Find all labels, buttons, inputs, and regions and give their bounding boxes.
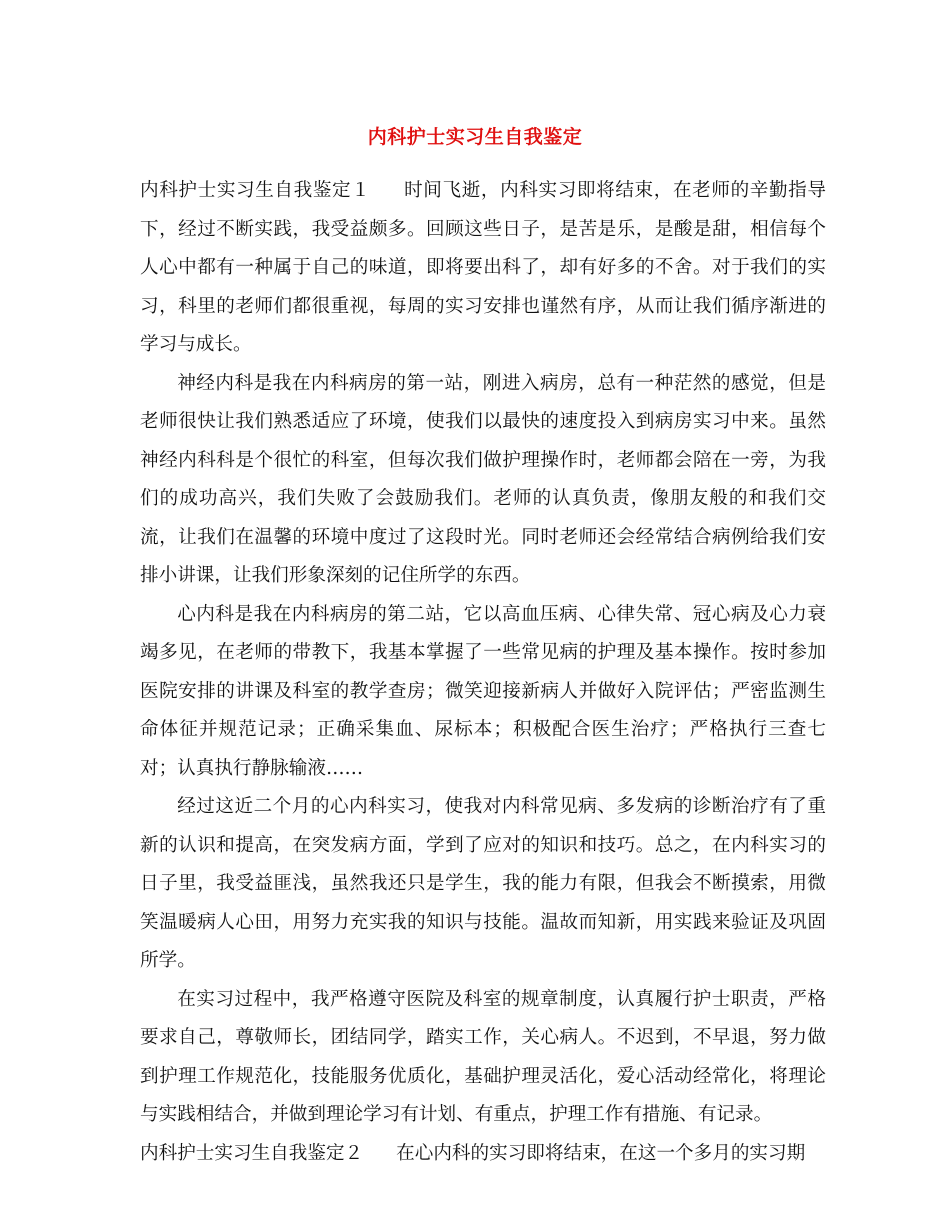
section-2-opening (140, 1135, 826, 1174)
section-1-opening (140, 172, 826, 365)
document-title: 内科护士实习生自我鉴定 (367, 126, 583, 148)
paragraph-conduct: 在实习过程中，我严格遵守医院及科室的规章制度，认真履行护士职责，严格要求自己，尊敬师长，团结同学，踏实工作，关心病人。不迟到，不早退，努力做到护理工作规范化，技能服务优质化，基础护理灵活化，爱心活动经常化，将理论与实践相结合，并做到理论学习有计划、有重点，护理工作有措施、有记录。 (140, 988, 826, 1125)
paragraph-neurology: 神经内科是我在内科病房的第一站，刚进入病房，总有一种茫然的感觉，但是老师很快让我们熟悉适应了环境，使我们以最快的速度投入到病房实习中来。虽然神经内科科是个很忙的科室，但每次我们做护理操作时，老师都会陪在一旁，为我们的成功高兴，我们失败了会鼓励我们。老师的认真负责，像朋友般的和我们交流，让我们在温馨的环境中度过了这段时光。同时老师还会经常结合病例给我们安排小讲课，让我们形象深刻的记住所学的东西。 (140, 372, 826, 586)
section-2-lead: 在心内科的实习即将结束，在这一个多月的实习期 (396, 1142, 806, 1164)
paragraph-reflection: 经过这近二个月的心内科实习，使我对内科常见病、多发病的诊断治疗有了重新的认识和提高，在突发病方面，学到了应对的知识和技巧。总之，在内科实习的日子里，我受益匪浅，虽然我还只是学生，我的能力有限，但我会不断摸索，用微笑温暖病人心田，用努力充实我的知识与技能。温故而知新，用实践来验证及巩固所学。 (140, 796, 826, 971)
section-2-heading: 内科护士实习生自我鉴定２ (140, 1142, 364, 1164)
paragraph-cardiology: 心内科是我在内科病房的第二站，它以高血压病、心律失常、冠心病及心力衰竭多见，在老师的带教下，我基本掌握了一些常见病的护理及基本操作。按时参加医院安排的讲课及科室的教学查房；微笑迎接新病人并做好入院评估；严密监测生命体征并规范记录；正确采集血、尿标本；积极配合医生治疗；严格执行三查七对；认真执行静脉输液…… (140, 603, 826, 779)
section-1-heading: 内科护士实习生自我鉴定１ (140, 180, 371, 201)
section-1-lead: 时间飞逝，内科实习即将结束，在老师的辛勤指导下，经过不断实践，我受益颇多。回顾这些日子，是苦是乐，是酸是甜，相信每个人心中都有一种属于自己的味道，即将要出科了，却有好多的不舍。对于我们的实习，科里的老师们都很重视，每周的实习安排也谨然有序，从而让我们循序渐进的学习与成长。 (140, 180, 826, 355)
document-body (140, 172, 826, 1173)
